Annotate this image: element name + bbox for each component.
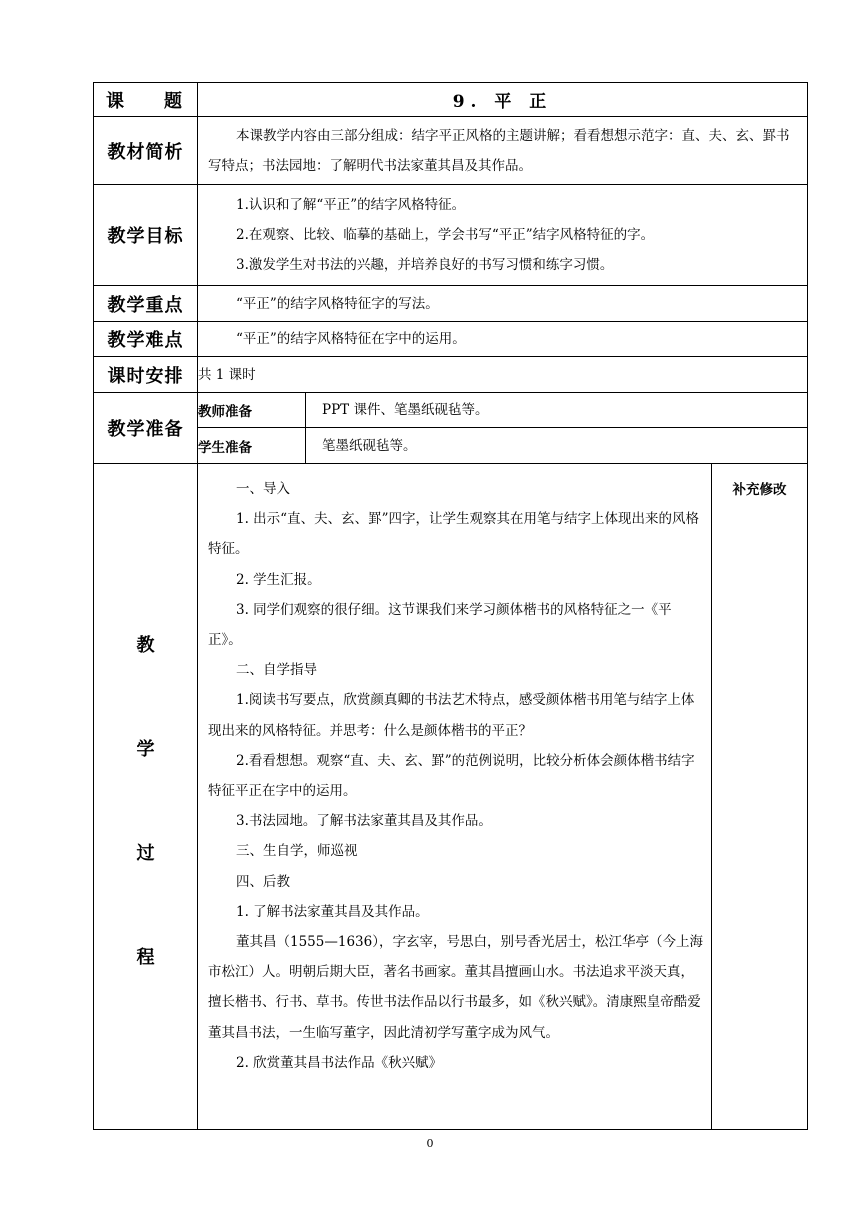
process-paragraph: 1.阅读书写要点，欣赏颜真卿的书法艺术特点，感受颜体楷书用笔与结字上体现出来的风格特征。并思考：什么是颜体楷书的平正？ <box>208 692 695 739</box>
process-paragraph: 2. 欣赏董其昌书法作品《秋兴赋》 <box>236 1054 443 1071</box>
student-prep-text: 笔墨纸砚毡等。 <box>306 428 808 464</box>
teacher-prep-label: 教师准备 <box>198 393 306 428</box>
analysis-text: 本课教学内容由三部分组成：结字平正风格的主题讲解；看看想想示范字：直、夫、玄、罫书写特点；书法园地：了解明代书法家董其昌及其作品。 <box>208 127 790 174</box>
process-paragraph: 3.书法园地。了解书法家董其昌及其作品。 <box>236 813 492 830</box>
process-body <box>198 464 712 1130</box>
process-paragraph: 1. 出示“直、夫、玄、罫”四字，让学生观察其在用笔与结字上体现出来的风格特征。 <box>208 511 699 558</box>
difficulty-text: “平正”的结字风格特征在字中的运用。 <box>236 331 466 347</box>
process-paragraph: 四、后教 <box>236 873 290 890</box>
page-number: 0 <box>426 1137 434 1150</box>
key-point-label: 教学重点 <box>94 286 198 322</box>
process-paragraph: 1. 了解书法家董其昌及其作品。 <box>236 903 429 920</box>
goal-item: 2.在观察、比较、临摹的基础上，学会书写“平正”结字风格特征的字。 <box>236 227 655 243</box>
process-paragraph: 3. 同学们观察的很仔细。这节课我们来学习颜体楷书的风格特征之一《平正》。 <box>208 601 672 649</box>
goal-item: 3.激发学生对书法的兴趣，并培养良好的书写习惯和练字习惯。 <box>236 257 614 273</box>
student-prep-label: 学生准备 <box>198 428 306 464</box>
process-label: 教 学 过 程 <box>94 464 198 1130</box>
prep-label: 教学准备 <box>94 393 198 464</box>
lesson-plan-table <box>93 82 808 1130</box>
topic-label: 课 题 <box>94 83 198 117</box>
teacher-prep-text: PPT 课件、笔墨纸砚毡等。 <box>306 393 808 428</box>
schedule-text: 共 1 课时 <box>198 357 808 393</box>
process-paragraph: 董其昌（1555—1636），字玄宰，号思白，别号香光居士，松江华亭（今上海市松江）人。明朝后期大臣，著名书画家。董其昌擅画山水。书法追求平淡天真，擅长楷书、行书、草书。传世书法作品以行书最多，如《秋兴赋》。清康熙皇帝酷爱董其昌书法，一生临写董字，因此清初学写董字成为风气。 <box>208 934 703 1041</box>
process-paragraph: 三、生自学，师巡视 <box>236 843 358 860</box>
process-paragraph: 2. 学生汇报。 <box>236 571 321 588</box>
process-paragraph: 二、自学指导 <box>236 662 317 679</box>
key-point-text: “平正”的结字风格特征字的写法。 <box>236 295 439 312</box>
supplement-label: 补充修改 <box>712 464 808 1130</box>
schedule-label: 课时安排 <box>94 357 198 393</box>
goals-label: 教学目标 <box>94 185 198 286</box>
lesson-title: 9. 平 正 <box>198 83 808 117</box>
process-paragraph: 一、导入 <box>236 481 290 497</box>
difficulty-label: 教学难点 <box>94 322 198 357</box>
goal-item: 1.认识和了解“平正”的结字风格特征。 <box>236 197 466 213</box>
analysis-label: 教材简析 <box>94 117 198 185</box>
process-paragraph: 2.看看想想。观察“直、夫、玄、罫”的范例说明，比较分析体会颜体楷书结字特征平正在字中的运用。 <box>208 752 695 800</box>
